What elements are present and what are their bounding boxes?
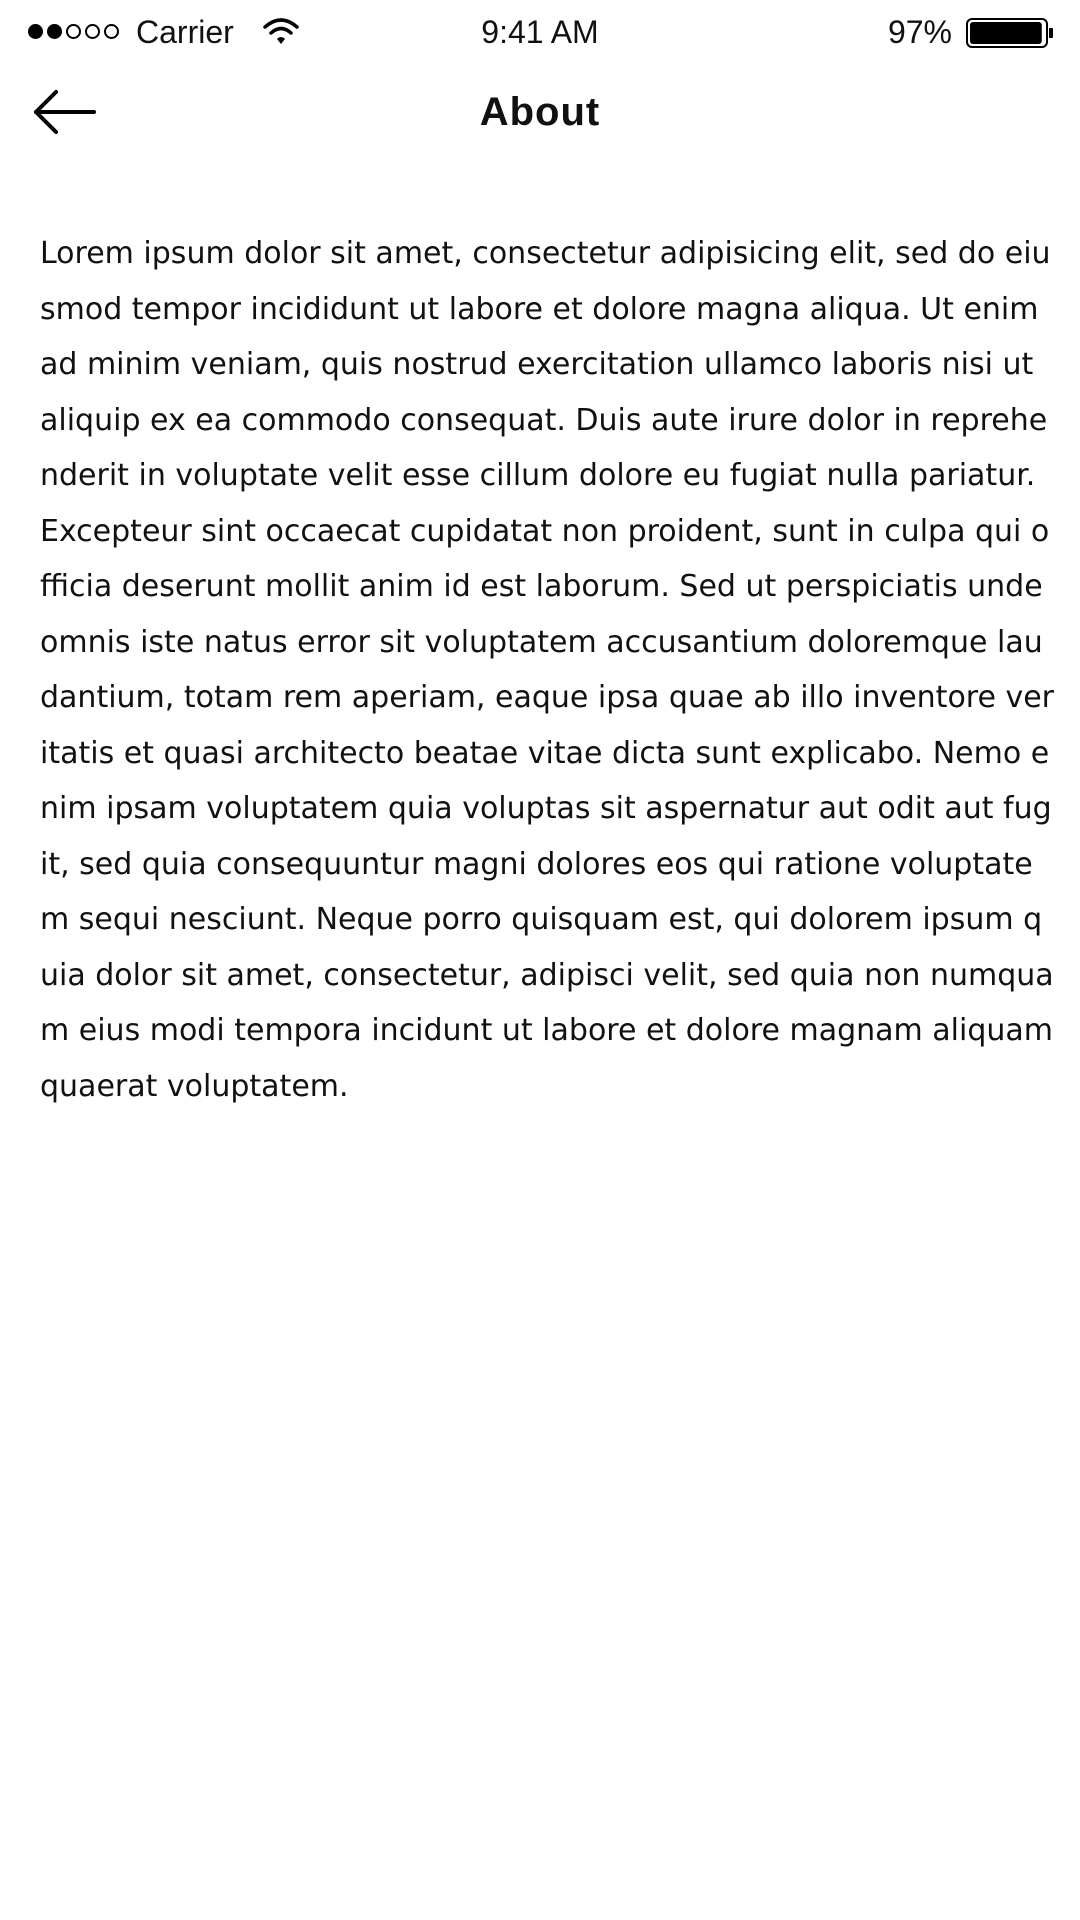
carrier-name: Carrier xyxy=(136,14,234,50)
battery-icon xyxy=(966,18,1054,48)
navigation-bar xyxy=(0,64,1080,160)
page-title: About xyxy=(479,90,601,134)
status-bar xyxy=(0,0,1080,64)
about-content xyxy=(40,226,1055,1114)
clock-time: 9:41 AM xyxy=(481,14,599,50)
battery-percent: 97% xyxy=(887,14,952,50)
about-text: Lorem ipsum dolor sit amet, consectetur adipisicing elit, sed do eiusmod tempor incididunt ut labore et dolore magna aliqua. Ut enim ad minim veniam, quis nostrud exercitation ullamco laboris nisi ut aliquip ex ea commodo consequat. Duis aute irure dolor in reprehenderit in voluptate velit esse cillum dolore eu fugiat nulla pariatur. Excepteur sint occaecat cupidatat non proident, sunt in culpa qui officia deserunt mollit anim id est laborum. Sed ut perspiciatis unde omnis iste natus error sit voluptatem accusantium doloremque laudantium, totam rem aperiam, eaque ipsa quae ab illo inventore veritatis et quasi architecto beatae vitae dicta sunt explicabo. Nemo enim ipsam voluptatem quia voluptas sit aspernatur aut odit aut fugit, sed quia consequuntur magni dolores eos qui ratione voluptatem sequi nesciunt. Neque porro quisquam est, qui dolorem ipsum quia dolor sit amet, consectetur, adipisci velit, sed quia non numquam eius modi tempora incidunt ut labore et dolore magnam aliquam quaerat voluptatem. xyxy=(40,236,1055,1104)
